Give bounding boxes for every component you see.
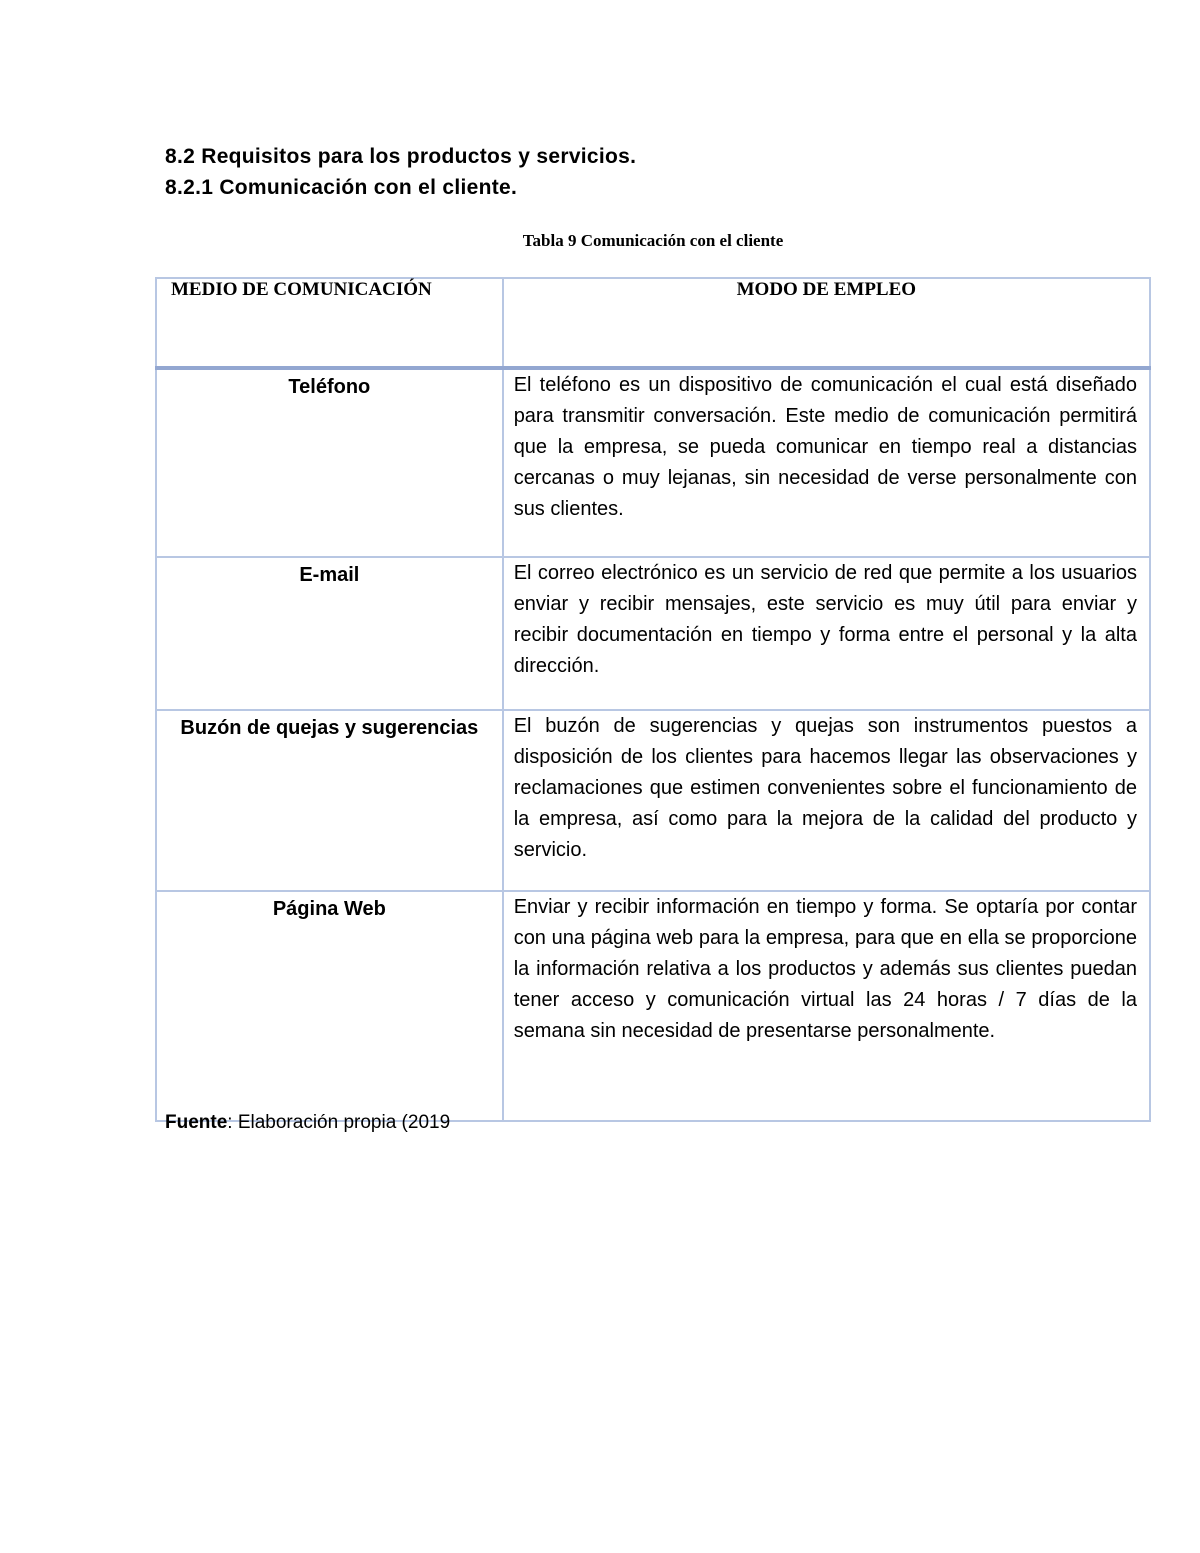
table-row <box>156 368 1150 557</box>
table-row <box>156 891 1150 1121</box>
table-row <box>156 557 1150 710</box>
table-header-row <box>156 278 1150 368</box>
row-usage: Enviar y recibir información en tiempo y forma. Se optaría por contar con una página web para la empresa, para que en ella se proporcione la información relativa a los productos y además sus clientes puedan tener acceso y comunicación virtual las 24 horas / 7 días de la semana sin necesidad de presentarse personalmente. <box>503 891 1150 1121</box>
row-medium: Teléfono <box>156 368 503 557</box>
section-heading: 8.2 Requisitos para los productos y servicios. <box>165 145 637 168</box>
source-text: : Elaboración propia (2019 <box>227 1112 451 1133</box>
table-row <box>156 710 1150 891</box>
row-usage: El buzón de sugerencias y quejas son instrumentos puestos a disposición de los clientes para hacemos llegar las observaciones y reclamaciones que estimen convenientes sobre el funcionamiento de la empresa, así como para la mejora de la calidad del producto y servicio. <box>503 710 1150 891</box>
source-label: Fuente <box>165 1112 228 1133</box>
header-usage: MODO DE EMPLEO <box>503 278 1150 368</box>
subsection-heading: 8.2.1 Comunicación con el cliente. <box>165 176 518 199</box>
table-source <box>165 1112 450 1134</box>
communication-table <box>155 277 1151 1122</box>
header-medium: MEDIO DE COMUNICACIÓN <box>156 278 503 368</box>
row-medium: Página Web <box>156 891 503 1121</box>
row-usage: El correo electrónico es un servicio de red que permite a los usuarios enviar y recibir mensajes, este servicio es muy útil para enviar y recibir documentación en tiempo y forma entre el personal y la alta dirección. <box>503 557 1150 710</box>
row-medium: Buzón de quejas y sugerencias <box>156 710 503 891</box>
row-medium: E-mail <box>156 557 503 710</box>
row-usage: El teléfono es un dispositivo de comunicación el cual está diseñado para transmitir conversación. Este medio de comunicación permitirá que la empresa, se pueda comunicar en tiempo real a distancias cercanas o muy lejanas, sin necesidad de verse personalmente con sus clientes. <box>503 368 1150 557</box>
table-caption: Tabla 9 Comunicación con el cliente <box>522 231 784 250</box>
